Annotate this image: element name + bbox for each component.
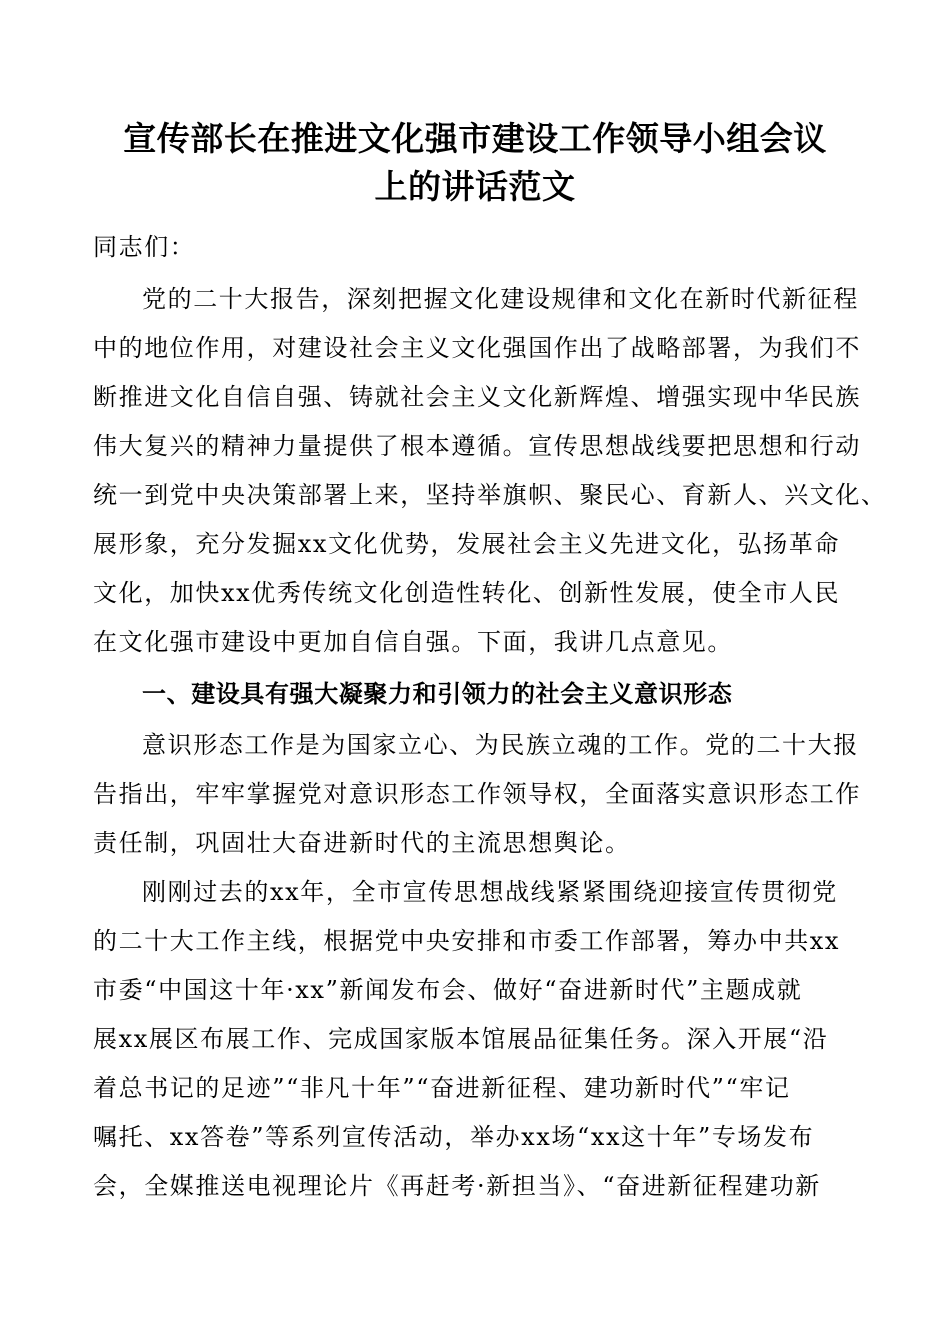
document-title-line-1: 宣传部长在推进文化强市建设工作领导小组会议 <box>123 119 827 158</box>
paragraph-3-line-2: 的二十大工作主线，根据党中央安排和市委工作部署，筹办中共xx <box>93 927 841 955</box>
paragraph-1-line-3: 断推进文化自信自强、铸就社会主义文化新辉煌、增强实现中华民族 <box>93 383 861 411</box>
paragraph-1-line-7: 文化，加快xx优秀传统文化创造性转化、创新性发展，使全市人民 <box>93 579 841 607</box>
paragraph-3-line-5: 着总书记的足迹”“非凡十年”“奋进新征程、建功新时代”“牢记 <box>93 1074 791 1102</box>
paragraph-1-line-4: 伟大复兴的精神力量提供了根本遵循。宣传思想战线要把思想和行动 <box>93 432 861 460</box>
paragraph-1-line-8: 在文化强市建设中更加自信自强。下面，我讲几点意见。 <box>93 628 733 656</box>
paragraph-1-line-1: 党的二十大报告，深刻把握文化建设规律和文化在新时代新征程 <box>142 285 859 313</box>
paragraph-3-line-7: 会，全媒推送电视理论片《再赶考·新担当》、“奋进新征程建功新 <box>93 1172 821 1200</box>
paragraph-2-line-2: 告指出，牢牢掌握党对意识形态工作领导权，全面落实意识形态工作 <box>93 780 861 808</box>
paragraph-1-line-2: 中的地位作用，对建设社会主义文化强国作出了战略部署，为我们不 <box>93 334 861 362</box>
paragraph-3-line-4: 展xx展区布展工作、完成国家版本馆展品征集任务。深入开展“沿 <box>93 1025 829 1053</box>
paragraph-3-line-3: 市委“中国这十年·xx”新闻发布会、做好“奋进新时代”主题成就 <box>93 976 803 1004</box>
paragraph-3-line-6: 嘱托、xx答卷”等系列宣传活动，举办xx场“xx这十年”专场发布 <box>93 1123 815 1151</box>
paragraph-2-line-1: 意识形态工作是为国家立心、为民族立魂的工作。党的二十大报 <box>142 731 859 759</box>
paragraph-1-line-5: 统一到党中央决策部署上来，坚持举旗帜、聚民心、育新人、兴文化、 <box>93 481 887 509</box>
salutation: 同志们： <box>93 233 196 261</box>
paragraph-3-line-1: 刚刚过去的xx年，全市宣传思想战线紧紧围绕迎接宣传贯彻党 <box>142 878 838 906</box>
paragraph-1-line-6: 展形象，充分发掘xx文化优势，发展社会主义先进文化，弘扬革命 <box>93 530 841 558</box>
document-title-line-2: 上的讲话范文 <box>374 167 576 206</box>
paragraph-2-line-3: 责任制，巩固壮大奋进新时代的主流思想舆论。 <box>93 829 631 857</box>
section-heading-1: 一、建设具有强大凝聚力和引领力的社会主义意识形态 <box>142 680 733 708</box>
